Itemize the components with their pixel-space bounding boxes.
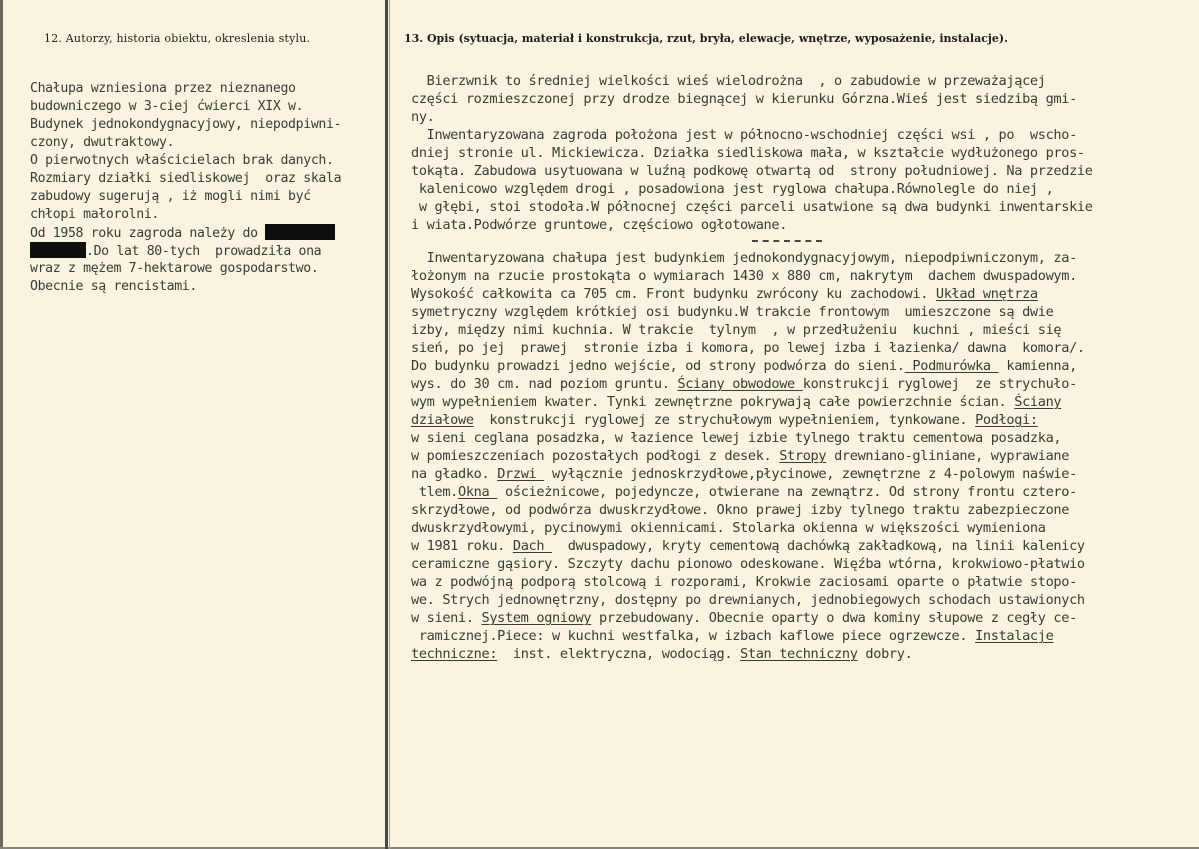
- text-line: dniej stronie ul. Mickiewicza. Działka siedliskowa mała, w kształcie wydłużonego pros-: [411, 145, 1085, 161]
- text-segment: na gładko.: [411, 466, 498, 482]
- text-line: i wiata.Podwórze gruntowe, częściowo ogłotowane.: [411, 217, 788, 233]
- section-13-header: 13. Opis (sytuacja, materiał i konstrukcja, rzut, bryła, elewacje, wnętrze, wyposażenie, instalacje).: [404, 32, 1008, 45]
- text-line: [411, 645, 1093, 663]
- text-line: budowniczego w 3-ciej ćwierci XIX w.: [30, 99, 304, 114]
- text-segment: wys. do 30 cm. nad poziom gruntu.: [411, 376, 678, 392]
- underlined-term: Układ wnętrza: [935, 286, 1038, 302]
- text-segment: przebudowany. Obecnie oparty o dwa kominy słupowe z cegły ce-: [591, 610, 1077, 626]
- underlined-term: Stropy: [779, 448, 827, 464]
- text-line: Inwentaryzowana zagroda położona jest w północno-wschodniej części wsi , po wscho-: [411, 127, 1077, 143]
- text-segment: wyłącznie jednoskrzydłowe,płycinowe, zewnętrzne z 4-polowym naświe-: [544, 466, 1077, 482]
- underlined-term: System ogniowy: [481, 610, 592, 626]
- text-segment: konstrukcji ryglowej ze strychułowym wypełnieniem, tynkowane.: [473, 412, 976, 428]
- text-segment: drewniano-gliniane, wyprawiane: [826, 448, 1070, 464]
- text-line: wraz z mężem 7-hektarowe gospodarstwo.: [30, 261, 319, 276]
- text-segment: Wysokość całkowita ca 705 cm. Front budynku zwrócony ku zachodowi.: [411, 286, 936, 302]
- text-line: [411, 285, 1093, 303]
- underlined-term: Podłogi:: [975, 412, 1038, 428]
- text-segment: ościeżnicowe, pojedyncze, otwierane na zewnątrz. Od strony frontu cztero-: [497, 484, 1077, 500]
- description-text: [411, 72, 1093, 663]
- underlined-term: Instalacje: [975, 628, 1054, 644]
- text-segment: konstrukcji ryglowej ze strychuło-: [802, 376, 1077, 392]
- text-segment: w pomieszczeniach pozostałych podłogi z desek.: [411, 448, 780, 464]
- text-line: Chałupa wzniesiona przez nieznanego: [30, 81, 296, 96]
- text-line: dwuskrzydłowymi, pycinowymi okiennicami. Stolarka okienna w większości wymieniona: [411, 520, 1046, 536]
- text-line: izby, między nimi kuchnia. W trakcie tylnym , w przedłużeniu kuchni , mieści się: [411, 322, 1062, 338]
- redaction-box: [265, 224, 335, 240]
- text-line: w sieni ceglana posadzka, w łazience lewej izbie tylnego traktu cementowa posadzka,: [411, 430, 1062, 446]
- text-line: we. Strych jednownętrzny, dostępny po drewnianych, jednobiegowych schodach ustawionych: [411, 592, 1085, 608]
- text-line: zabudowy sugerują , iż mogli nimi być: [30, 189, 311, 204]
- text-line: [30, 242, 341, 260]
- text-segment: inst. elektryczna, wodociąg.: [497, 646, 741, 662]
- text-line: części rozmieszczonej przy drodze biegnącej w kierunku Górzna.Wieś jest siedzibą gmi-: [411, 91, 1077, 107]
- text-line: kalenicowo względem drogi , posadowiona jest ryglowa chałupa.Równolegle do niej ,: [411, 181, 1054, 197]
- underlined-term: Ściany: [1014, 394, 1062, 410]
- text-line: wa z podwójną podporą stolcową i rozporami, Krokwie zaciosami oparte o płatwie stopo-: [411, 574, 1077, 590]
- text-line: Rozmiary działki siedliskowej oraz skala: [30, 171, 342, 186]
- text-line: chłopi małorolni.: [30, 207, 160, 222]
- card-edge: [0, 0, 3, 849]
- column-divider: [385, 0, 388, 849]
- text-line: [411, 483, 1093, 501]
- text-line: ceramiczne gąsiory. Szczyty dachu pionowo odeskowane. Więźba wtórna, krokwiowo-płatwio: [411, 556, 1085, 572]
- text-line: Obecnie są rencistami.: [30, 279, 197, 294]
- text-segment: Od 1958 roku zagroda należy do: [30, 226, 266, 241]
- underlined-term: Stan techniczny: [740, 646, 858, 662]
- text-line: [411, 537, 1093, 555]
- text-line: łożonym na rzucie prostokąta o wymiarach 1430 x 880 cm, nakrytym dachem dwuspadowym.: [411, 268, 1077, 284]
- text-line: czony, dwutraktowy.: [30, 135, 175, 150]
- text-segment: tlem.: [411, 484, 459, 500]
- text-line: O pierwotnych właścicielach brak danych.: [30, 153, 334, 168]
- text-line: w głębi, stoi stodoła.W północnej części parceli usatwione są dwa budynki inwentarskie: [411, 199, 1093, 215]
- text-segment: Do budynku prowadzi jedno wejście, od strony podwórza do sieni.: [411, 358, 905, 374]
- underlined-term: Drzwi: [497, 466, 545, 482]
- text-segment: w 1981 roku.: [411, 538, 513, 554]
- text-line: symetryczny względem krótkiej osi budynku.W trakcie frontowym umieszczone są dwie: [411, 304, 1054, 320]
- text-segment: kamienna,: [998, 358, 1077, 374]
- text-line: [411, 393, 1093, 411]
- text-line: Budynek jednokondygnacyjowy, niepodpiwni-: [30, 117, 342, 132]
- text-segment: wym wypełnieniem kwater. Tynki zewnętrzne pokrywają całe powierzchnie ścian.: [411, 394, 1015, 410]
- history-text: [30, 80, 341, 296]
- text-line: Inwentaryzowana chałupa jest budynkiem jednokondygnacyjowym, niepodpiwniczonym, za-: [411, 250, 1077, 266]
- column-divider-thin: [389, 0, 390, 849]
- text-line: [411, 627, 1093, 645]
- text-line: ny.: [411, 109, 435, 125]
- text-line: [411, 357, 1093, 375]
- text-line: [411, 411, 1093, 429]
- text-line: tokąta. Zabudowa usytuowana w luźną podkowę otwartą od strony południowej. Na przedzie: [411, 163, 1093, 179]
- underlined-term: Dach: [512, 538, 553, 554]
- text-line: Bierzwnik to średniej wielkości wieś wielodrożna , o zabudowie w przeważającej: [411, 73, 1046, 89]
- text-segment: w sieni.: [411, 610, 482, 626]
- text-segment: ramicznej.Piece: w kuchni westfalka, w izbach kaflowe piece ogrzewcze.: [411, 628, 976, 644]
- underlined-term: Podmurówka: [904, 358, 999, 374]
- text-line: [411, 447, 1093, 465]
- text-line: [411, 375, 1093, 393]
- text-line: [30, 224, 341, 242]
- underlined-term: Okna: [458, 484, 498, 500]
- text-segment: .Do lat 80-tych prowadziła ona: [86, 244, 322, 259]
- text-line: sień, po jej prawej stronie izba i komora, po lewej izba i łazienka/ dawna komora/.: [411, 340, 1085, 356]
- redaction-box: [30, 242, 86, 258]
- text-line: [411, 465, 1093, 483]
- underlined-term: techniczne:: [411, 646, 498, 662]
- underlined-term: działowe: [411, 412, 474, 428]
- text-line: [411, 609, 1093, 627]
- text-segment: dwuspadowy, kryty cementową dachówką zakładkową, na linii kalenicy: [552, 538, 1085, 554]
- text-segment: dobry.: [857, 646, 913, 662]
- underlined-term: Ściany obwodowe: [677, 376, 803, 392]
- section-12-header: 12. Autorzy, historia obiektu, okreslenia stylu.: [44, 32, 311, 45]
- text-line: skrzydłowe, od podwórza dwuskrzydłowe. Okno prawej izby tylnego traktu zabezpieczone: [411, 502, 1070, 518]
